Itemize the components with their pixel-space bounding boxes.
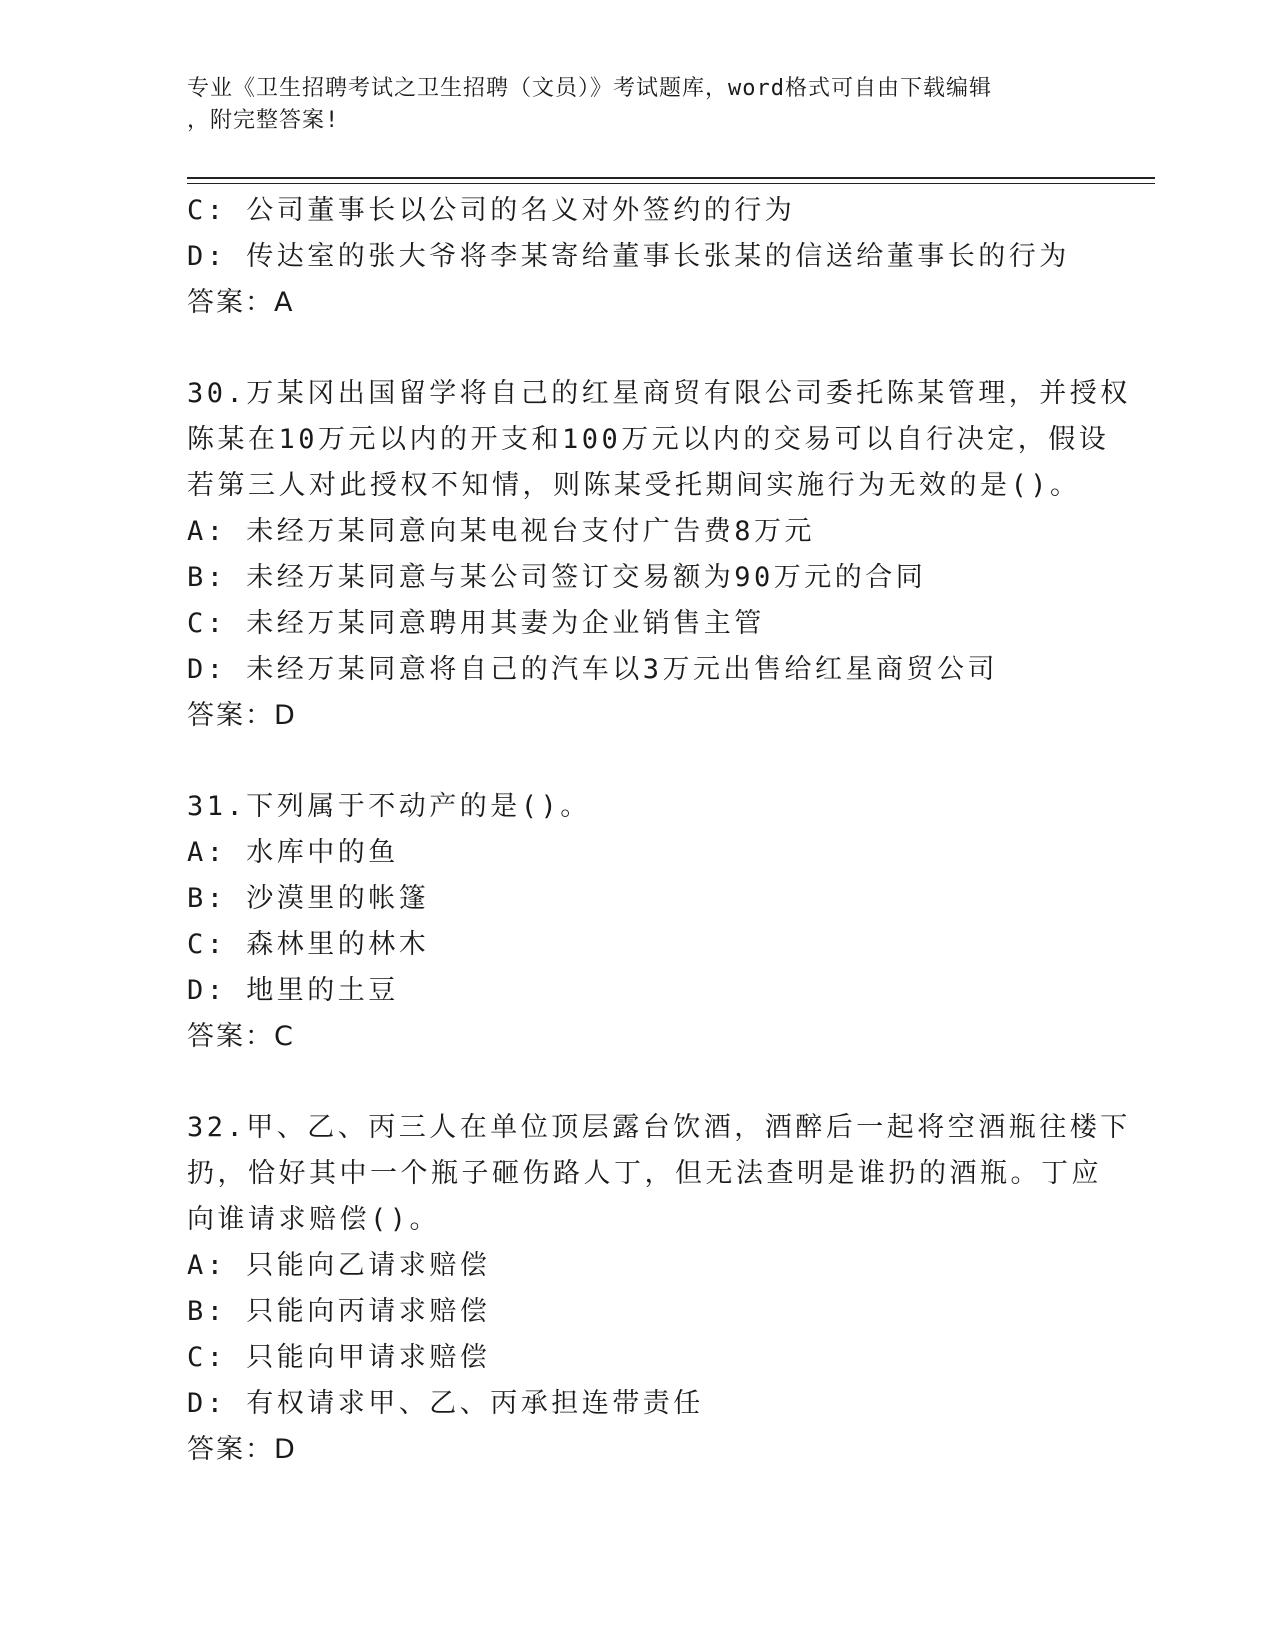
prev-question-block — [187, 188, 1087, 326]
question-text: 扔，恰好其中一个瓶子砸伤路人丁，但无法查明是谁扔的酒瓶。丁应 — [187, 1158, 1102, 1189]
answer: 答案：A — [187, 287, 295, 318]
question-text: 若第三人对此授权不知情，则陈某受托期间实施行为无效的是()。 — [187, 470, 1081, 501]
option-d: D: 未经万某同意将自己的汽车以3万元出售给红星商贸公司 — [187, 654, 999, 685]
option-b: B: 未经万某同意与某公司签订交易额为90万元的合同 — [187, 562, 927, 593]
option-c: C: 只能向甲请求赔偿 — [187, 1342, 491, 1373]
option-a: A: 只能向乙请求赔偿 — [187, 1250, 491, 1281]
header-divider-thin — [187, 183, 1155, 184]
option-d: D: 有权请求甲、乙、丙承担连带责任 — [187, 1388, 704, 1419]
option-d: D: 传达室的张大爷将李某寄给董事长张某的信送给董事长的行为 — [187, 241, 1070, 272]
answer: 答案：D — [187, 700, 297, 731]
answer: 答案：D — [187, 1434, 297, 1465]
question-content — [187, 188, 1131, 1473]
header-divider-thick — [187, 177, 1155, 179]
option-a: A: 水库中的鱼 — [187, 837, 399, 868]
question-text: 陈某在10万元以内的开支和100万元以内的交易可以自行决定，假设 — [187, 424, 1110, 455]
header-line-2: ，附完整答案! — [187, 108, 340, 133]
option-c: C: 森林里的林木 — [187, 929, 430, 960]
option-a: A: 未经万某同意向某电视台支付广告费8万元 — [187, 516, 816, 547]
header-line-1: 专业《卫生招聘考试之卫生招聘（文员）》考试题库，word格式可自由下载编辑 — [187, 76, 992, 101]
question-text: 32.甲、乙、丙三人在单位顶层露台饮酒，酒醉后一起将空酒瓶往楼下 — [187, 1112, 1131, 1143]
option-b: B: 沙漠里的帐篷 — [187, 883, 430, 914]
spacer — [187, 1060, 1087, 1105]
question-31-block — [187, 784, 1087, 1060]
question-text: 31.下列属于不动产的是()。 — [187, 791, 591, 822]
answer: 答案：C — [187, 1021, 295, 1052]
spacer — [187, 326, 1087, 371]
question-text: 向谁请求赔偿()。 — [187, 1204, 441, 1235]
question-32-block — [187, 1105, 1131, 1473]
question-text: 30.万某冈出国留学将自己的红星商贸有限公司委托陈某管理，并授权 — [187, 378, 1131, 409]
question-30-block — [187, 371, 1131, 739]
option-d: D: 地里的土豆 — [187, 975, 399, 1006]
spacer — [187, 739, 1087, 784]
option-c: C: 公司董事长以公司的名义对外签约的行为 — [187, 195, 796, 226]
option-c: C: 未经万某同意聘用其妻为企业销售主管 — [187, 608, 765, 639]
document-header — [187, 73, 1067, 137]
option-b: B: 只能向丙请求赔偿 — [187, 1296, 491, 1327]
